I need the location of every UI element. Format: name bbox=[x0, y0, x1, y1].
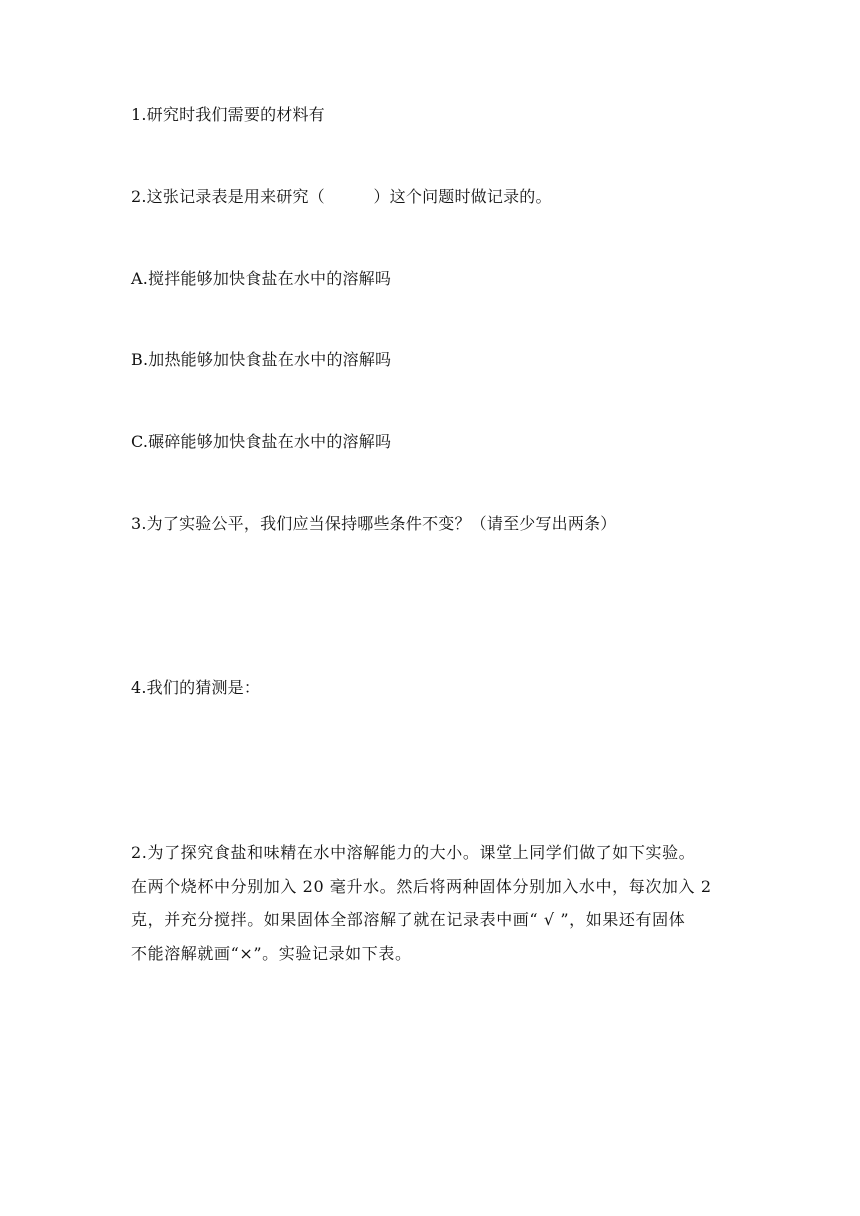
question-1: 1.研究时我们需要的材料有 bbox=[131, 105, 325, 124]
problem-2-line-1: 2.为了探究食盐和味精在水中溶解能力的大小。课堂上同学们做了如下实验。 bbox=[131, 843, 696, 862]
question-3: 3.为了实验公平，我们应当保持哪些条件不变？（请至少写出两条） bbox=[131, 514, 617, 533]
problem-2-line-4: 不能溶解就画“×”。实验记录如下表。 bbox=[131, 943, 412, 963]
problem-2-line-2: 在两个烧杯中分别加入 20 毫升水。然后将两种固体分别加入水中，每次加入 2 bbox=[131, 876, 712, 896]
question-4: 4.我们的猜测是： bbox=[131, 678, 261, 697]
problem-2-line-3: 克，并充分搅拌。如果固体全部溶解了就在记录表中画“ √ ”，如果还有固体 bbox=[131, 910, 686, 929]
option-b: B.加热能够加快食盐在水中的溶解吗 bbox=[131, 350, 392, 369]
option-a: A.搅拌能够加快食盐在水中的溶解吗 bbox=[131, 269, 392, 288]
question-2: 2.这张记录表是用来研究（ ）这个问题时做记录的。 bbox=[131, 187, 552, 206]
problem-2-paragraph bbox=[131, 836, 731, 970]
option-c: C.碾碎能够加快食盐在水中的溶解吗 bbox=[131, 432, 392, 451]
